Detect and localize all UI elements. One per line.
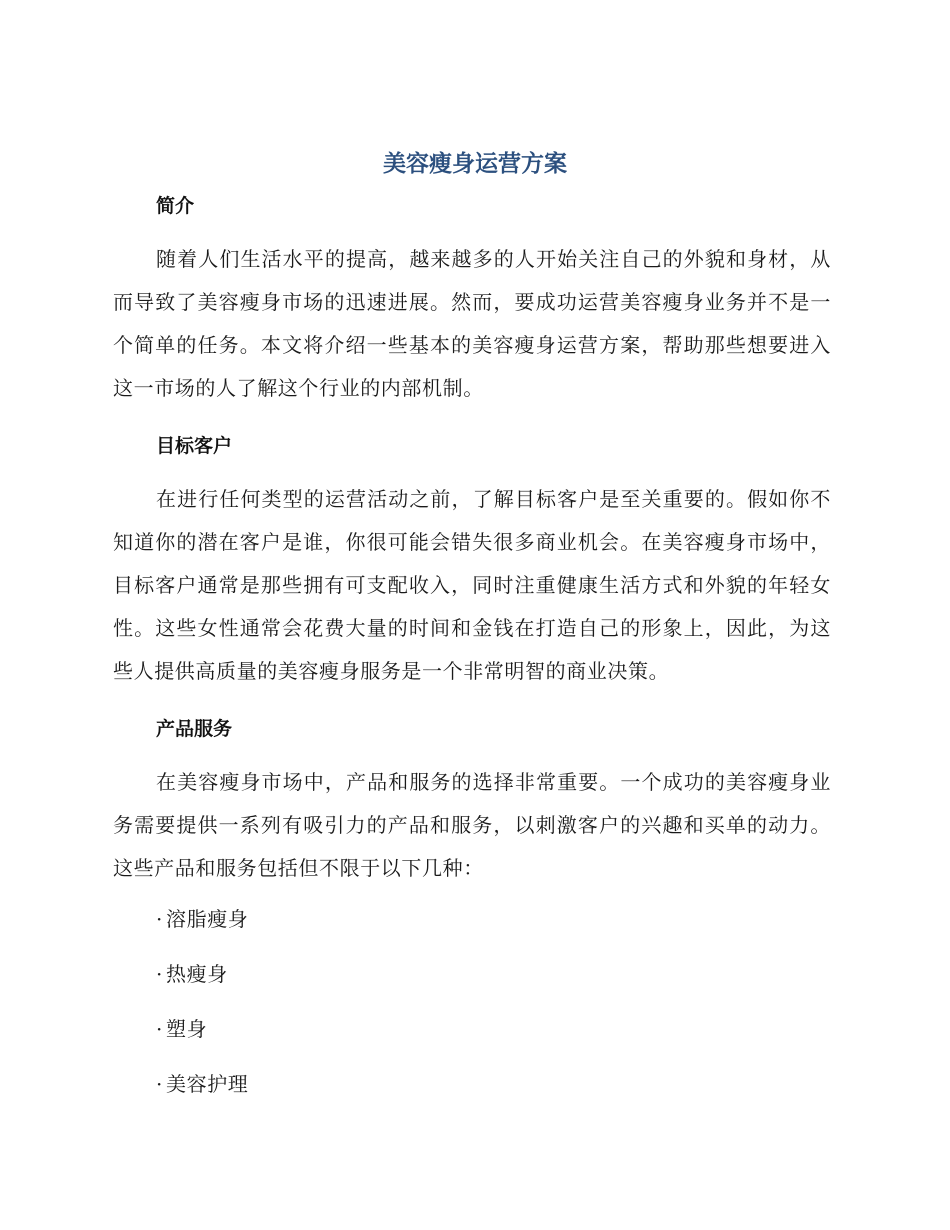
list-item-text: 塑身 [166,1017,208,1041]
bullet-marker: · [156,1072,163,1096]
section-heading-products-services: 产品服务 [156,718,233,740]
section-paragraph-target-customers: 在进行任何类型的运营活动之前，了解目标客户是至关重要的。假如你不知道你的潜在客户是谁，你很可能会错失很多商业机会。在美容瘦身市场中，目标客户通常是那些拥有可支配收入，同时注重健康生活方式和外貌的年轻女性。这些女性通常会花费大量的时间和金钱在打造自己的形象上，因此，为这些人提供高质量的美容瘦身服务是一个非常明智的商业决策。 [113,487,831,683]
bullet-marker: · [156,1017,163,1041]
list-item [113,904,831,934]
list-item-text: 美容护理 [166,1072,249,1096]
document-body [113,186,831,1124]
service-bullet-list [113,904,831,1099]
list-item [113,959,831,989]
section-heading-intro: 简介 [156,195,195,217]
list-item [113,1069,831,1099]
section-heading-target-customers: 目标客户 [156,435,233,457]
bullet-marker: · [156,962,163,986]
list-item-text: 溶脂瘦身 [166,907,249,931]
list-item [113,1014,831,1044]
document-title: 美容瘦身运营方案 [383,151,567,177]
section-paragraph-products-services: 在美容瘦身市场中，产品和服务的选择非常重要。一个成功的美容瘦身业务需要提供一系列有吸引力的产品和服务，以刺激客户的兴趣和买单的动力。这些产品和服务包括但不限于以下几种： [113,770,831,880]
bullet-marker: · [156,907,163,931]
section-paragraph-intro: 随着人们生活水平的提高，越来越多的人开始关注自己的外貌和身材，从而导致了美容瘦身市场的迅速进展。然而，要成功运营美容瘦身业务并不是一个简单的任务。本文将介绍一些基本的美容瘦身运营方案，帮助那些想要进入这一市场的人了解这个行业的内部机制。 [113,247,831,400]
list-item-text: 热瘦身 [166,962,228,986]
